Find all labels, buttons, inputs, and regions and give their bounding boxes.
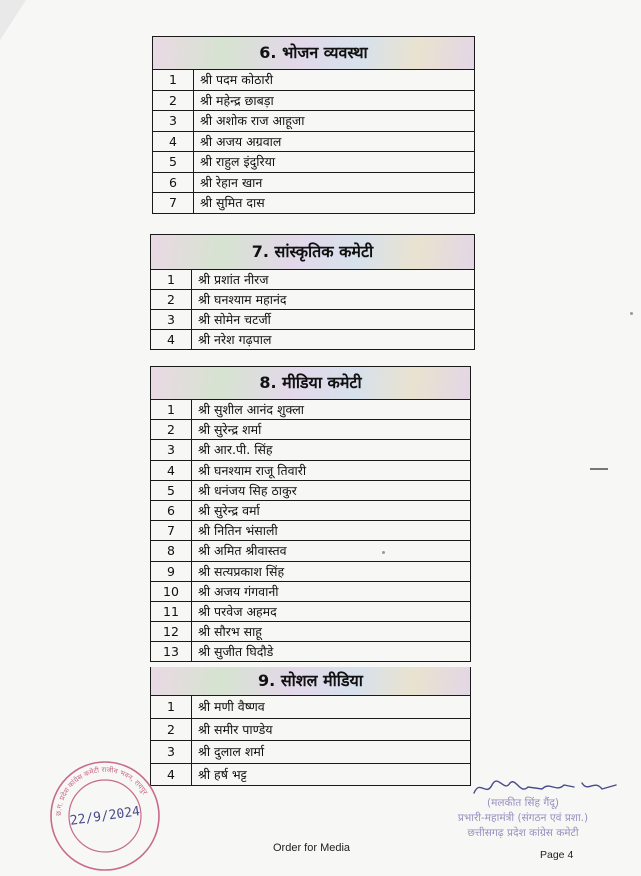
member-name: श्री सुरेन्द्र वर्मा [192, 500, 471, 520]
table-row [153, 70, 475, 91]
section-title: 6. भोजन व्यवस्था [152, 36, 475, 69]
folded-corner [0, 0, 26, 40]
speck [630, 312, 633, 315]
member-name: श्री रेहान खान [194, 172, 475, 193]
page-number: Page 4 [540, 849, 574, 861]
stamp-ring-text: छ.ग. प्रदेश कांग्रेस कमेटी राजीव भवन, रायपुर [54, 765, 149, 817]
table-row [151, 310, 475, 330]
serial-no: 2 [151, 290, 192, 310]
section-title: 7. सांस्कृतिक कमेटी [150, 234, 475, 269]
serial-no: 4 [151, 330, 192, 350]
section-cultural-committee [150, 234, 475, 350]
table-row [153, 152, 475, 173]
table-row [151, 330, 475, 350]
table-row [151, 440, 471, 460]
serial-no: 6 [153, 172, 194, 193]
member-name: श्री अजय अग्रवाल [194, 131, 475, 152]
member-name: श्री महेन्द्र छाबड़ा [194, 90, 475, 111]
member-name: श्री हर्ष भट्ट [192, 763, 471, 786]
table-row [151, 741, 471, 764]
section-title: 9. सोशल मीडिया [150, 667, 471, 695]
member-name: श्री सुशील आनंद शुक्ला [192, 400, 471, 420]
table-row [151, 521, 471, 541]
table-row [151, 270, 475, 290]
signatory-designation: प्रभारी-महामंत्री (संगठन एवं प्रशा.) [457, 812, 589, 824]
serial-no: 7 [151, 521, 192, 541]
signatory-block [428, 778, 618, 841]
table-row [151, 561, 471, 581]
member-name: श्री सोमेन चटर्जी [192, 310, 475, 330]
official-stamp [45, 760, 165, 872]
member-name: श्री सुरेन्द्र शर्मा [192, 420, 471, 440]
table-row [151, 642, 471, 662]
member-name: श्री आर.पी. सिंह [192, 440, 471, 460]
serial-no: 7 [153, 193, 194, 214]
member-name: श्री सुमित दास [194, 193, 475, 214]
serial-no: 3 [151, 310, 192, 330]
table-row [151, 696, 471, 719]
table-row [151, 601, 471, 621]
serial-no: 1 [151, 400, 192, 420]
table-row [153, 90, 475, 111]
member-name: श्री धनंजय सिह ठाकुर [192, 480, 471, 500]
section-food-arrangement [152, 36, 475, 214]
member-name: श्री सौरभ साहू [192, 622, 471, 642]
table-row [153, 193, 475, 214]
table-row [151, 460, 471, 480]
serial-no: 5 [153, 152, 194, 173]
stray-mark [590, 468, 608, 470]
serial-no: 9 [151, 561, 192, 581]
stamp-date: 22/9/2024 [69, 804, 141, 829]
serial-no: 13 [151, 642, 192, 662]
table-row [151, 420, 471, 440]
member-name: श्री अजय गंगवानी [192, 581, 471, 601]
serial-no: 3 [151, 440, 192, 460]
serial-no: 1 [151, 270, 192, 290]
footer-title: Order for Media [273, 842, 351, 854]
signatory-name: (मलकीत सिंह गैंदू) [487, 797, 559, 809]
section-social-media [150, 667, 471, 786]
member-table [150, 695, 471, 786]
serial-no: 6 [151, 500, 192, 520]
member-table [150, 269, 475, 350]
member-name: श्री सुजीत घिदौडे [192, 642, 471, 662]
section-title: 8. मीडिया कमेटी [150, 366, 471, 399]
table-row [153, 131, 475, 152]
serial-no: 11 [151, 601, 192, 621]
serial-no: 4 [151, 460, 192, 480]
serial-no: 2 [153, 90, 194, 111]
member-name: श्री राहुल इंदुरिया [194, 152, 475, 173]
serial-no: 2 [151, 420, 192, 440]
member-name: श्री अशोक राज आहूजा [194, 111, 475, 132]
member-name: श्री मणी वैष्णव [192, 696, 471, 719]
member-name: श्री परवेज अहमद [192, 601, 471, 621]
member-name: श्री सत्यप्रकाश सिंह [192, 561, 471, 581]
serial-no: 1 [153, 70, 194, 91]
table-row [151, 622, 471, 642]
member-table [150, 399, 471, 662]
member-name: श्री दुलाल शर्मा [192, 741, 471, 764]
serial-no: 5 [151, 480, 192, 500]
serial-no: 1 [151, 696, 192, 719]
member-name: श्री पदम कोठारी [194, 70, 475, 91]
table-row [151, 400, 471, 420]
table-row [153, 111, 475, 132]
serial-no: 12 [151, 622, 192, 642]
serial-no: 3 [151, 741, 192, 764]
member-name: श्री प्रशांत नीरज [192, 270, 475, 290]
member-name: श्री नितिन भंसाली [192, 521, 471, 541]
member-name: श्री घनश्याम महानंद [192, 290, 475, 310]
member-name: श्री नरेश गढ़पाल [192, 330, 475, 350]
section-media-committee [150, 366, 471, 662]
serial-no: 10 [151, 581, 192, 601]
table-row [151, 763, 471, 786]
serial-no: 2 [151, 718, 192, 741]
table-row [151, 500, 471, 520]
table-row [151, 581, 471, 601]
member-name: श्री अमित श्रीवास्तव [192, 541, 471, 561]
serial-no: 8 [151, 541, 192, 561]
serial-no: 4 [153, 131, 194, 152]
signatory-organization: छत्तीसगढ़ प्रदेश कांग्रेस कमेटी [467, 827, 579, 839]
table-row [153, 172, 475, 193]
table-row [151, 718, 471, 741]
member-table [152, 69, 475, 214]
table-row [151, 480, 471, 500]
serial-no: 4 [151, 763, 192, 786]
serial-no: 3 [153, 111, 194, 132]
member-name: श्री समीर पाण्डेय [192, 718, 471, 741]
table-row [151, 290, 475, 310]
table-row [151, 541, 471, 561]
member-name: श्री घनश्याम राजू तिवारी [192, 460, 471, 480]
